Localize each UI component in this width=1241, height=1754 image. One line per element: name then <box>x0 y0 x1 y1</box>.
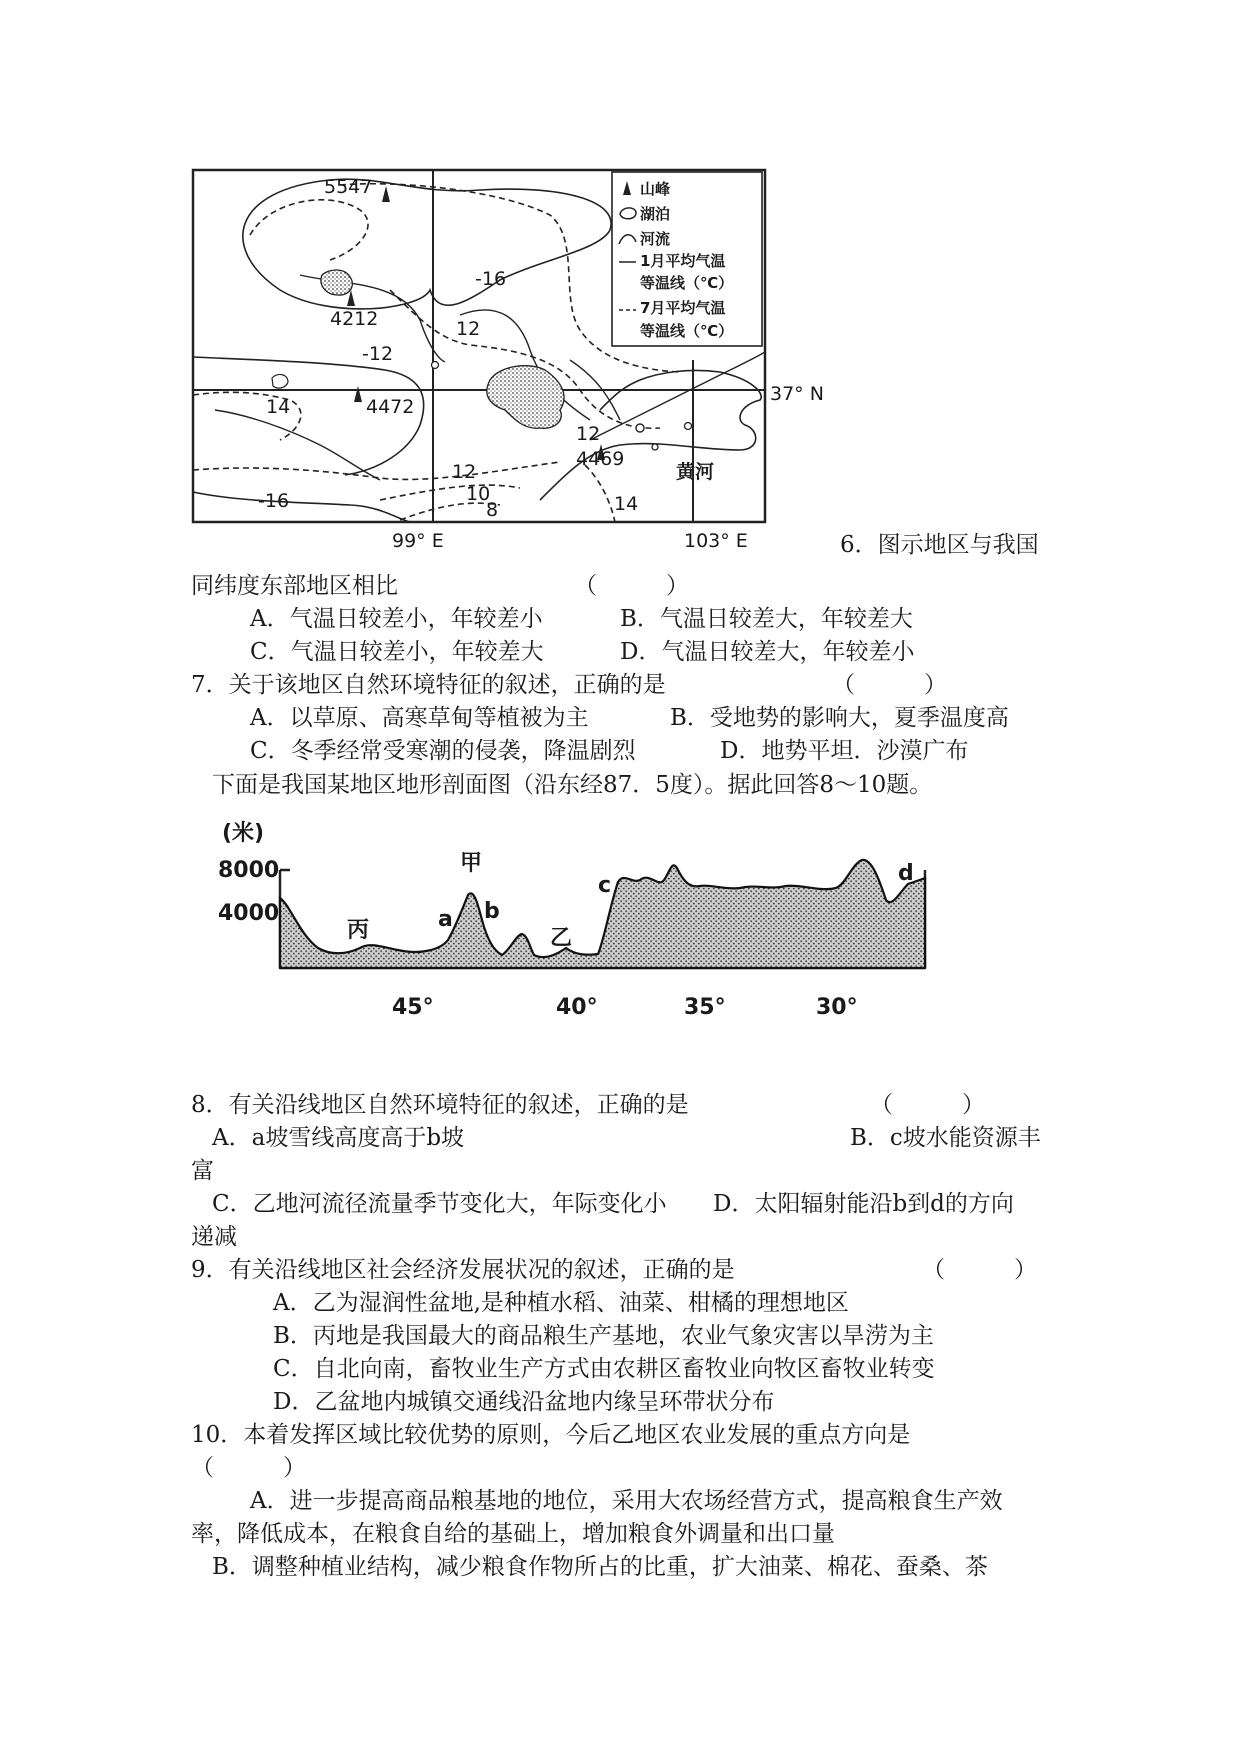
isotherm-label-4: 14 <box>266 396 291 418</box>
jul-isotherm-10 <box>380 485 520 500</box>
q8-answer-paren: （ ） <box>870 1092 985 1118</box>
jan-isotherm-minus16-north <box>243 179 611 309</box>
latitude-label: 37° N <box>770 383 824 405</box>
profile-point-jia: 甲 <box>460 851 483 876</box>
isotherm-map <box>0 0 1241 560</box>
q9-option-b: B．丙地是我国最大的商品粮生产基地，农业气象灾害以旱涝为主 <box>273 1323 934 1349</box>
profile-intro-text: 下面是我国某地区地形剖面图（沿东经87．5度）。据此回答8～10题。 <box>212 772 933 798</box>
q6-option-a: A．气温日较差小，年较差小 <box>250 606 543 632</box>
isotherm-label-9: -16 <box>258 490 290 512</box>
jul-isotherm-12-south <box>193 462 560 479</box>
profile-x-tick-40: 40° <box>556 995 598 1020</box>
q6-stem-part1: 6．图示地区与我国 <box>840 532 1039 558</box>
jul-isotherm-14-east <box>585 465 615 522</box>
legend-jan-isotherm-label-2: 等温线（℃） <box>640 274 734 292</box>
q9-stem: 9．有关沿线地区社会经济发展状况的叙述，正确的是 <box>191 1257 735 1283</box>
profile-point-yi: 乙 <box>550 926 573 951</box>
jul-isotherm-inner-north <box>250 200 368 260</box>
q7-answer-paren: （ ） <box>832 672 947 698</box>
profile-point-b: b <box>484 899 500 924</box>
peak-icon-5547 <box>382 186 390 202</box>
legend-peak-label: 山峰 <box>640 180 671 198</box>
q9-option-c: C．自北向南，畜牧业生产方式由农耕区畜牧业向牧区畜牧业转变 <box>273 1356 935 1382</box>
q10-stem: 10．本着发挥区域比较优势的原则，今后乙地区农业发展的重点方向是 <box>191 1422 911 1448</box>
profile-x-tick-30: 30° <box>816 995 858 1020</box>
isotherm-label-2: 12 <box>456 318 481 340</box>
isotherm-label-5: 12 <box>576 423 601 445</box>
q9-option-a: A．乙为湿润性盆地,是种植水稻、油菜、柑橘的理想地区 <box>273 1290 849 1316</box>
peak-label-4469: 4469 <box>576 448 625 470</box>
city-marker-4 <box>652 444 658 450</box>
q8-option-b-part2: 富 <box>191 1158 214 1184</box>
jul-isotherm-8 <box>400 503 500 520</box>
q6-option-c: C．气温日较差小，年较差大 <box>250 639 544 665</box>
isotherm-label-7: 10 <box>466 483 491 505</box>
profile-point-bing: 丙 <box>347 918 370 943</box>
q6-option-d: D．气温日较差大，年较差小 <box>620 639 915 665</box>
q6-stem-part2: 同纬度东部地区相比 <box>191 573 398 599</box>
legend-lake-label: 湖泊 <box>640 205 671 223</box>
city-marker-2 <box>636 424 644 432</box>
q6-answer-paren: （ ） <box>574 573 689 599</box>
isotherm-label-1: -16 <box>475 268 507 290</box>
peak-label-5547: 5547 <box>324 176 373 198</box>
q10-option-b: B．调整种植业结构，减少粮食作物所占的比重，扩大油菜、棉花、蚕桑、茶 <box>212 1554 988 1580</box>
q9-answer-paren: （ ） <box>922 1257 1037 1283</box>
jan-isotherm-minus16-south <box>193 492 410 522</box>
q8-option-c: C．乙地河流径流量季节变化大，年际变化小 <box>212 1191 667 1217</box>
city-marker-1 <box>432 362 439 369</box>
legend-jul-isotherm-label-2: 等温线（℃） <box>640 322 734 340</box>
legend-river-label: 河流 <box>640 230 671 248</box>
q9-option-d: D．乙盆地内城镇交通线沿盆地内缘呈环带状分布 <box>273 1389 775 1415</box>
small-lake-north <box>321 270 352 295</box>
q8-option-b-part1: B．c坡水能资源丰 <box>850 1125 1041 1151</box>
qinghai-lake <box>487 366 564 429</box>
peak-label-4212: 4212 <box>330 308 379 330</box>
q7-stem: 7．关于该地区自然环境特征的叙述，正确的是 <box>191 672 666 698</box>
isotherm-label-3: -12 <box>362 343 394 365</box>
legend-lake-icon <box>620 208 636 219</box>
q8-option-d-part2: 递减 <box>191 1224 237 1250</box>
longitude-label-103e: 103° E <box>684 530 748 552</box>
q7-option-b: B．受地势的影响大，夏季温度高 <box>670 705 1009 731</box>
q10-option-a-part2: 率，降低成本，在粮食自给的基础上，增加粮食外调量和出口量 <box>191 1521 835 1547</box>
q8-option-d-part1: D．太阳辐射能沿b到d的方向 <box>713 1191 1014 1217</box>
isotherm-label-10: 14 <box>614 493 639 515</box>
profile-point-c: c <box>598 873 612 898</box>
legend-jan-isotherm-label-1: 1月平均气温 <box>640 252 726 270</box>
q8-stem: 8．有关沿线地区自然环境特征的叙述，正确的是 <box>191 1092 689 1118</box>
small-lake-west <box>272 375 288 389</box>
profile-point-a: a <box>438 907 453 932</box>
railway-line <box>590 352 765 440</box>
peak-icon-4472 <box>354 386 362 402</box>
profile-y-tick-4000: 4000 <box>218 901 280 926</box>
longitude-label-99e: 99° E <box>392 530 444 552</box>
terrain-profile <box>0 810 1241 1070</box>
profile-unit-label: (米) <box>222 821 265 846</box>
isotherm-label-8: 8 <box>486 499 499 521</box>
q7-option-c: C．冬季经常受寒潮的侵袭，降温剧烈 <box>250 738 636 764</box>
profile-x-tick-45: 45° <box>392 995 434 1020</box>
city-marker-3 <box>685 423 692 430</box>
profile-point-d: d <box>898 861 914 886</box>
profile-x-tick-35: 35° <box>684 995 726 1020</box>
yellow-river-label: 黄河 <box>676 461 715 483</box>
q7-option-d: D．地势平坦．沙漠广布 <box>720 738 969 764</box>
legend-jul-isotherm-label-1: 7月平均气温 <box>640 299 726 317</box>
q7-option-a: A．以草原、高寒草甸等植被为主 <box>250 705 589 731</box>
q8-option-a: A．a坡雪线高度高于b坡 <box>212 1125 465 1151</box>
profile-y-tick-8000: 8000 <box>218 858 280 883</box>
q10-option-a-part1: A．进一步提高商品粮基地的地位，采用大农场经营方式，提高粮食生产效 <box>250 1488 1003 1514</box>
peak-label-4472: 4472 <box>366 396 415 418</box>
q10-answer-paren: （ ） <box>191 1455 306 1481</box>
isotherm-label-6: 12 <box>452 461 477 483</box>
q6-option-b: B．气温日较差大，年较差大 <box>620 606 913 632</box>
